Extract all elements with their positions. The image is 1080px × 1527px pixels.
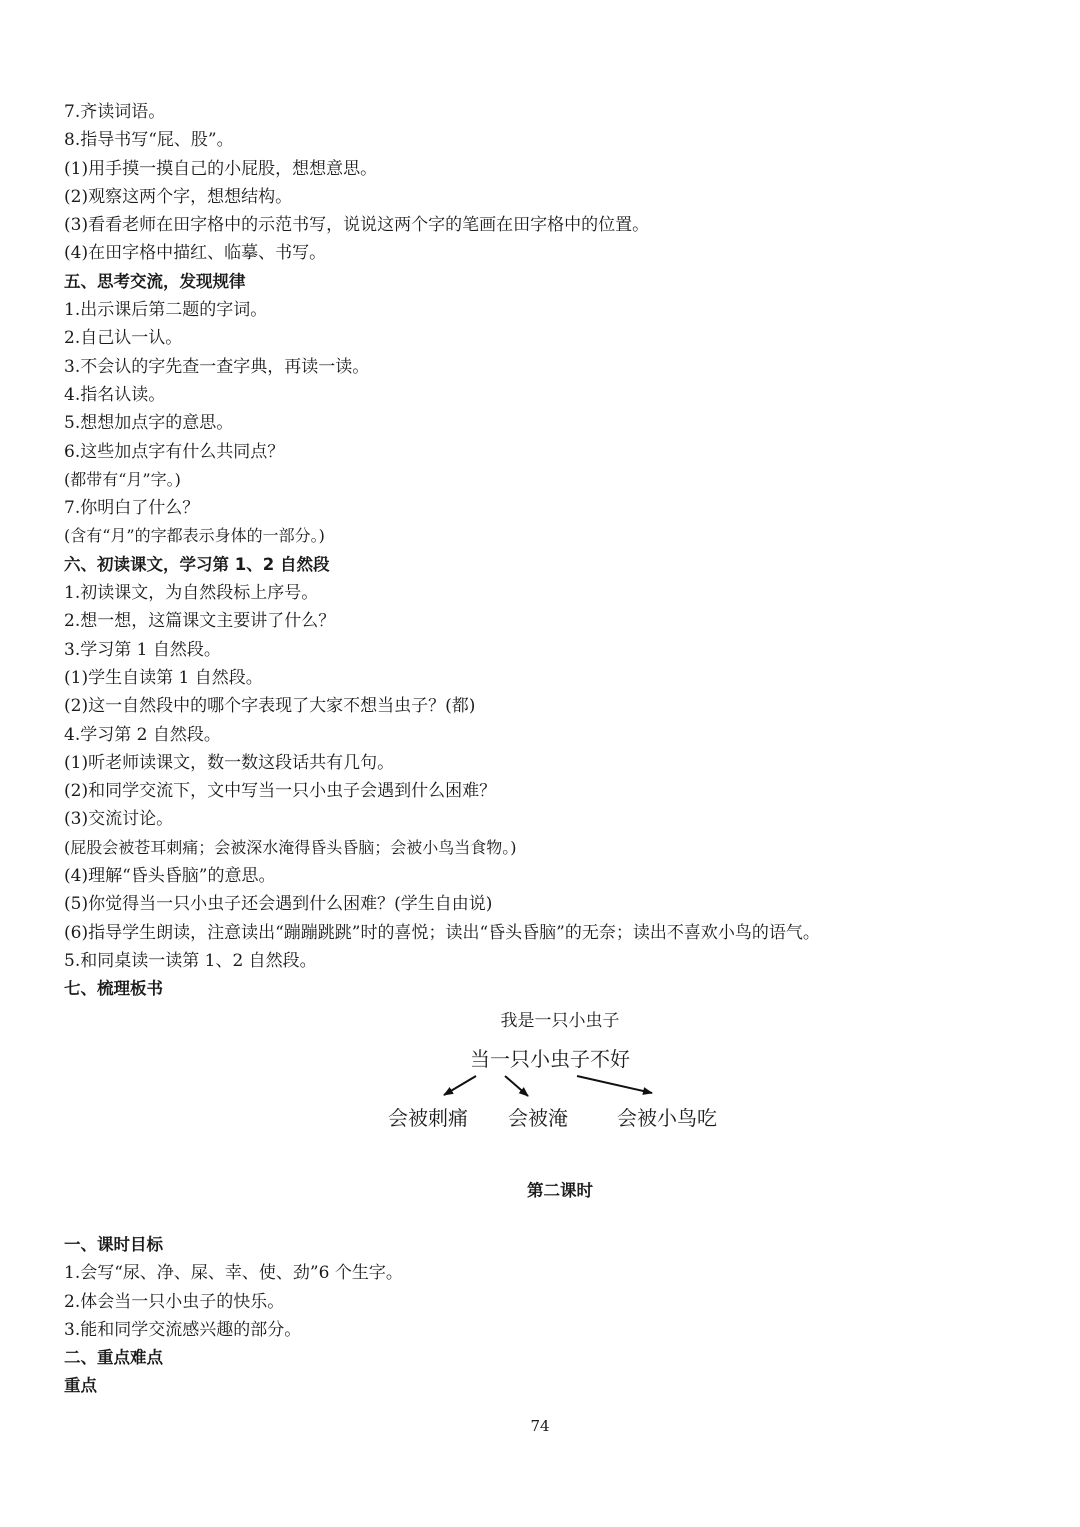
lesson-plan-text-part2 <box>64 1231 1024 1401</box>
text-line: (4)在田字格中描红、临摹、书写。 <box>64 243 327 264</box>
board-branch-stung: 会被刺痛 <box>388 1106 468 1130</box>
text-line: (1)听老师读课文，数一数这段话共有几句。 <box>64 752 395 773</box>
text-line: (5)你觉得当一只小虫子还会遇到什么困难？(学生自由说) <box>64 894 493 915</box>
arrow-middle <box>505 1076 528 1096</box>
text-line: (2)这一自然段中的哪个字表现了大家不想当虫子？(都) <box>64 696 476 717</box>
section-heading: 重点 <box>64 1376 97 1396</box>
answer-note: (含有“月”的字都表示身体的一部分。) <box>64 526 325 546</box>
text-line: 2.想一想，这篇课文主要讲了什么？ <box>64 611 336 632</box>
text-line: 3.能和同学交流感兴趣的部分。 <box>64 1319 302 1340</box>
text-line: 5.想想加点字的意思。 <box>64 413 234 434</box>
arrow-left <box>444 1076 476 1095</box>
text-line: 5.和同桌读一读第 1、2 自然段。 <box>64 950 317 971</box>
section-heading: 二、重点难点 <box>64 1348 163 1368</box>
text-line: 2.自己认一认。 <box>64 328 183 349</box>
text-line: (4)理解“昏头昏脑”的意思。 <box>64 866 276 887</box>
arrow-right <box>577 1076 652 1093</box>
board-branch-eaten: 会被小鸟吃 <box>617 1106 717 1130</box>
text-line: 4.学习第 2 自然段。 <box>64 724 221 745</box>
section-heading: 一、课时目标 <box>64 1235 163 1254</box>
answer-note: (屁股会被苍耳刺痛；会被深水淹得昏头昏脑；会被小鸟当食物。) <box>64 837 517 857</box>
text-line: (1)用手摸一摸自己的小屁股，想想意思。 <box>64 158 378 179</box>
board-branch-drowned: 会被淹 <box>508 1106 568 1130</box>
section-heading: 五、思考交流，发现规律 <box>64 271 246 291</box>
text-line: 7.你明白了什么？ <box>64 498 200 519</box>
text-line: 1.初读课文，为自然段标上序号。 <box>64 583 319 604</box>
board-diagram <box>370 1000 770 1140</box>
text-line: (3)看看老师在田字格中的示范书写，说说这两个字的笔画在田字格中的位置。 <box>64 215 650 236</box>
text-line: 8.指导书写“屁、股”。 <box>64 130 234 151</box>
text-line: (3)交流讨论。 <box>64 809 174 830</box>
text-line: 6.这些加点字有什么共同点？ <box>64 441 285 462</box>
answer-note: (都带有“月”字。) <box>64 469 181 489</box>
text-line: (2)和同学交流下，文中写当一只小虫子会遇到什么困难？ <box>64 781 497 802</box>
section-heading: 六、初读课文，学习第 1、2 自然段 <box>64 554 330 574</box>
text-line: (2)观察这两个字，想想结构。 <box>64 186 293 207</box>
text-line: 2.体会当一只小虫子的快乐。 <box>64 1291 285 1312</box>
text-line: (6)指导学生朗读，注意读出“蹦蹦跳跳”时的喜悦；读出“昏头昏脑”的无奈；读出不喜欢小鸟的语气。 <box>64 922 820 943</box>
text-line: 3.学习第 1 自然段。 <box>64 639 221 660</box>
board-center-text: 当一只小虫子不好 <box>470 1047 630 1071</box>
page-number: 74 <box>530 1417 550 1435</box>
lesson-title: 第二课时 <box>527 1181 593 1200</box>
text-line: 7.齐读词语。 <box>64 102 166 122</box>
lesson-plan-text-part1 <box>64 98 1024 1004</box>
text-line: 1.出示课后第二题的字词。 <box>64 300 268 321</box>
board-title: 我是一只小虫子 <box>500 1011 620 1031</box>
section-heading: 七、梳理板书 <box>64 979 163 999</box>
text-line: 3.不会认的字先查一查字典，再读一读。 <box>64 356 370 377</box>
text-line: (1)学生自读第 1 自然段。 <box>64 667 263 688</box>
text-line: 4.指名认读。 <box>64 384 166 405</box>
text-line: 1.会写“尿、净、屎、幸、使、劲”6 个生字。 <box>64 1263 403 1284</box>
